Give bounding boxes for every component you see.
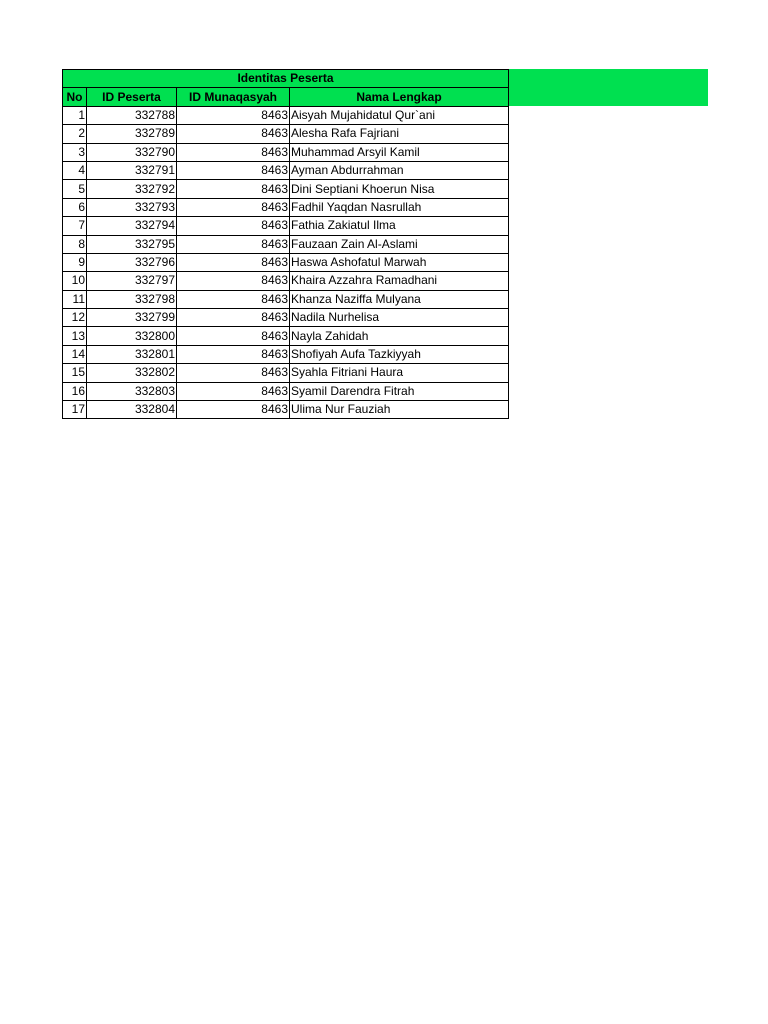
cell-no[interactable]: 14 (63, 345, 87, 363)
cell-id-munaqasyah[interactable]: 8463 (177, 198, 290, 216)
cell-no[interactable]: 13 (63, 327, 87, 345)
table-row (63, 345, 509, 363)
table-body (63, 106, 509, 419)
cell-nama-lengkap[interactable]: Haswa Ashofatul Marwah (290, 253, 509, 271)
cell-id-munaqasyah[interactable]: 8463 (177, 161, 290, 179)
cell-id-peserta[interactable]: 332796 (87, 253, 177, 271)
cell-id-peserta[interactable]: 332801 (87, 345, 177, 363)
table-row (63, 106, 509, 124)
cell-id-peserta[interactable]: 332795 (87, 235, 177, 253)
table-row (63, 161, 509, 179)
cell-id-peserta[interactable]: 332799 (87, 309, 177, 327)
cell-nama-lengkap[interactable]: Syamil Darendra Fitrah (290, 382, 509, 400)
cell-id-peserta[interactable]: 332789 (87, 125, 177, 143)
header-no[interactable]: No (63, 88, 87, 106)
cell-no[interactable]: 1 (63, 106, 87, 124)
cell-id-peserta[interactable]: 332798 (87, 290, 177, 308)
cell-nama-lengkap[interactable]: Fathia Zakiatul Ilma (290, 217, 509, 235)
cell-id-peserta[interactable]: 332792 (87, 180, 177, 198)
cell-no[interactable]: 10 (63, 272, 87, 290)
cell-id-peserta[interactable]: 332790 (87, 143, 177, 161)
cell-nama-lengkap[interactable]: Syahla Fitriani Haura (290, 364, 509, 382)
cell-id-munaqasyah[interactable]: 8463 (177, 180, 290, 198)
cell-id-peserta[interactable]: 332791 (87, 161, 177, 179)
table-row (63, 198, 509, 216)
header-id-peserta[interactable]: ID Peserta (87, 88, 177, 106)
cell-id-munaqasyah[interactable]: 8463 (177, 327, 290, 345)
cell-nama-lengkap[interactable]: Ulima Nur Fauziah (290, 401, 509, 419)
cell-id-peserta[interactable]: 332793 (87, 198, 177, 216)
cell-nama-lengkap[interactable]: Fadhil Yaqdan Nasrullah (290, 198, 509, 216)
cell-nama-lengkap[interactable]: Khanza Naziffa Mulyana (290, 290, 509, 308)
cell-nama-lengkap[interactable]: Alesha Rafa Fajriani (290, 125, 509, 143)
cell-id-munaqasyah[interactable]: 8463 (177, 401, 290, 419)
cell-no[interactable]: 15 (63, 364, 87, 382)
cell-no[interactable]: 2 (63, 125, 87, 143)
cell-id-peserta[interactable]: 332802 (87, 364, 177, 382)
cell-id-peserta[interactable]: 332794 (87, 217, 177, 235)
cell-nama-lengkap[interactable]: Muhammad Arsyil Kamil (290, 143, 509, 161)
table-row (63, 235, 509, 253)
cell-nama-lengkap[interactable]: Nayla Zahidah (290, 327, 509, 345)
cell-no[interactable]: 6 (63, 198, 87, 216)
cell-no[interactable]: 16 (63, 382, 87, 400)
cell-no[interactable]: 4 (63, 161, 87, 179)
cell-nama-lengkap[interactable]: Dini Septiani Khoerun Nisa (290, 180, 509, 198)
cell-no[interactable]: 3 (63, 143, 87, 161)
cell-nama-lengkap[interactable]: Nadila Nurhelisa (290, 309, 509, 327)
cell-id-munaqasyah[interactable]: 8463 (177, 217, 290, 235)
cell-nama-lengkap[interactable]: Khaira Azzahra Ramadhani (290, 272, 509, 290)
table-row (63, 180, 509, 198)
table-row (63, 290, 509, 308)
table-row (63, 217, 509, 235)
cell-id-peserta[interactable]: 332788 (87, 106, 177, 124)
cell-id-peserta[interactable]: 332804 (87, 401, 177, 419)
cell-no[interactable]: 5 (63, 180, 87, 198)
cell-id-peserta[interactable]: 332800 (87, 327, 177, 345)
cell-id-munaqasyah[interactable]: 8463 (177, 364, 290, 382)
cell-id-munaqasyah[interactable]: 8463 (177, 345, 290, 363)
cell-no[interactable]: 12 (63, 309, 87, 327)
table-row (63, 364, 509, 382)
header-nama-lengkap[interactable]: Nama Lengkap (290, 88, 509, 106)
cell-no[interactable]: 7 (63, 217, 87, 235)
participant-table (62, 69, 509, 419)
table-title[interactable]: Identitas Peserta (63, 70, 509, 88)
cell-no[interactable]: 11 (63, 290, 87, 308)
cell-id-peserta[interactable]: 332797 (87, 272, 177, 290)
cell-id-munaqasyah[interactable]: 8463 (177, 125, 290, 143)
cell-nama-lengkap[interactable]: Fauzaan Zain Al-Aslami (290, 235, 509, 253)
table-row (63, 382, 509, 400)
cell-id-munaqasyah[interactable]: 8463 (177, 290, 290, 308)
cell-nama-lengkap[interactable]: Ayman Abdurrahman (290, 161, 509, 179)
table-row (63, 327, 509, 345)
cell-id-munaqasyah[interactable]: 8463 (177, 235, 290, 253)
cell-id-peserta[interactable]: 332803 (87, 382, 177, 400)
cell-id-munaqasyah[interactable]: 8463 (177, 309, 290, 327)
cell-id-munaqasyah[interactable]: 8463 (177, 272, 290, 290)
header-id-munaqasyah[interactable]: ID Munaqasyah (177, 88, 290, 106)
table-row (63, 125, 509, 143)
cell-no[interactable]: 8 (63, 235, 87, 253)
cell-no[interactable]: 17 (63, 401, 87, 419)
cell-id-munaqasyah[interactable]: 8463 (177, 143, 290, 161)
cell-id-munaqasyah[interactable]: 8463 (177, 382, 290, 400)
cell-nama-lengkap[interactable]: Shofiyah Aufa Tazkiyyah (290, 345, 509, 363)
cell-nama-lengkap[interactable]: Aisyah Mujahidatul Qur`ani (290, 106, 509, 124)
table-row (63, 272, 509, 290)
table-row (63, 309, 509, 327)
cell-id-munaqasyah[interactable]: 8463 (177, 106, 290, 124)
table-row (63, 401, 509, 419)
table-row (63, 143, 509, 161)
cell-no[interactable]: 9 (63, 253, 87, 271)
cell-id-munaqasyah[interactable]: 8463 (177, 253, 290, 271)
table-row (63, 253, 509, 271)
